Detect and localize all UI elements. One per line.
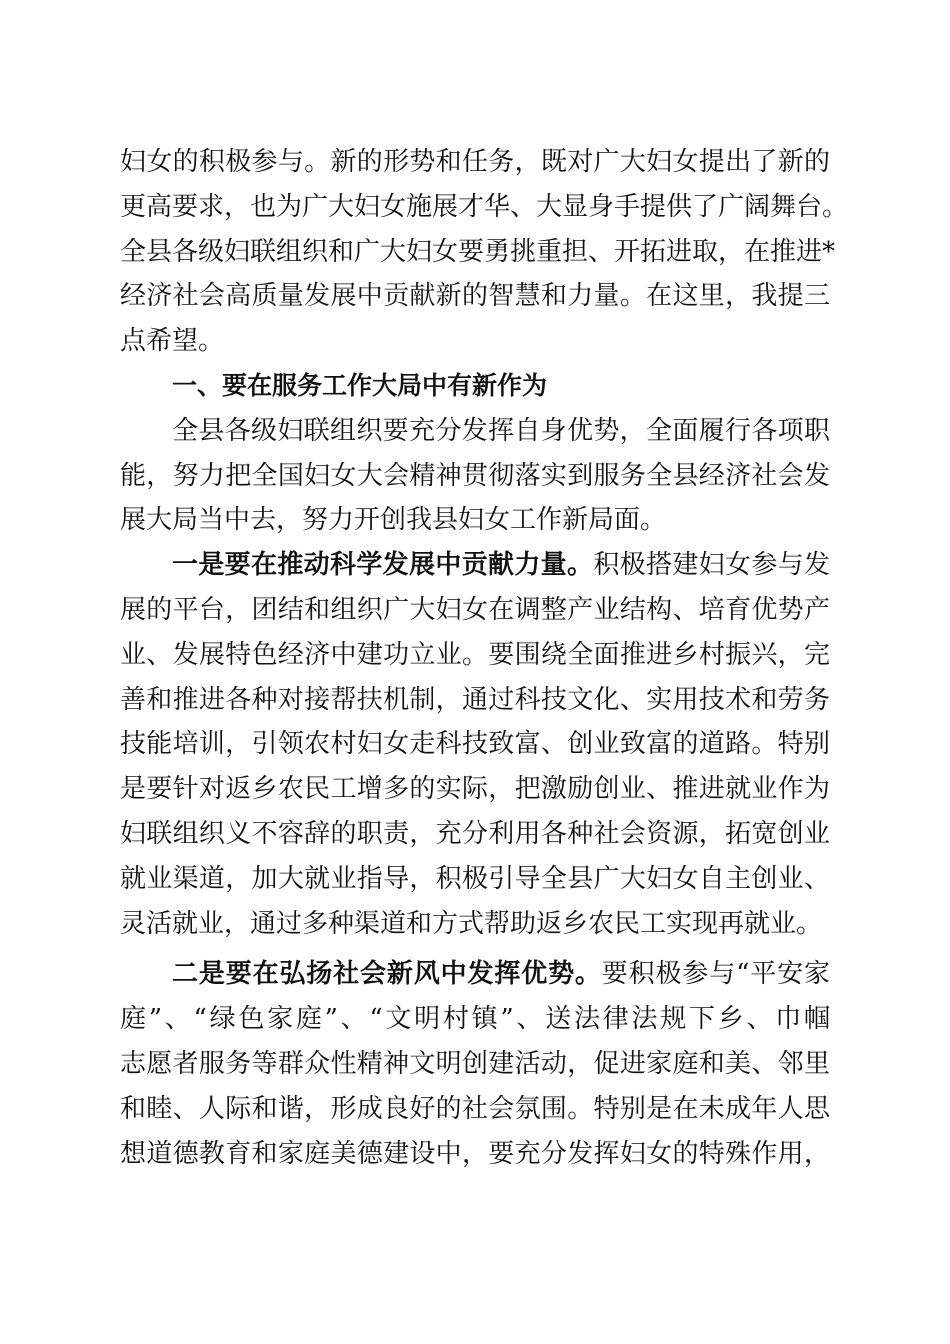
point-two-first-line-rest: 要积极参与“平安家: [601, 959, 830, 990]
point-one-first-line-rest: 积极搭建妇女参与发: [593, 550, 830, 581]
section-paragraph: [120, 409, 830, 543]
point-two-lead: 二是要在弘扬社会新风中发挥优势。: [172, 959, 602, 990]
paragraph-first-line: [120, 543, 830, 588]
section-heading: 一、要在服务工作大局中有新作为: [172, 370, 548, 400]
point-one-lead: 一是要在推动科学发展中贡献力量。: [172, 550, 594, 581]
paragraph-line: 经济社会高质量发展中贡献新的智慧和力量。在这里，我提三: [120, 281, 830, 312]
paragraph-line: 想道德教育和家庭美德建设中，要充分发挥妇女的特殊作用，: [120, 1138, 830, 1169]
paragraph-line: 能，努力把全国妇女大会精神贯彻落实到服务全县经济社会发: [120, 460, 830, 491]
paragraph-line: 就业渠道，加大就业指导，积极引导全县广大妇女自主创业、: [120, 863, 830, 894]
paragraph-line: 灵活就业，通过多种渠道和方式帮助返乡农民工实现再就业。: [120, 908, 823, 939]
paragraph-line: 更高要求，也为广大妇女施展才华、大显身手提供了广阔舞台。: [120, 191, 849, 222]
paragraph-line: 展的平台，团结和组织广大妇女在调整产业结构、培育优势产: [120, 594, 830, 625]
paragraph-line: 志愿者服务等群众性精神文明创建活动，促进家庭和美、邻里: [120, 1048, 830, 1079]
point-two-paragraph: [120, 952, 830, 1176]
paragraph-line: 妇联组织义不容辞的职责，充分利用各种社会资源，拓宽创业: [120, 818, 830, 849]
intro-paragraph: [120, 140, 849, 364]
paragraph-line: 妇女的积极参与。新的形势和任务，既对广大妇女提出了新的: [120, 147, 830, 177]
paragraph-line: 庭”、“绿色家庭”、“文明村镇”、送法律法规下乡、巾帼: [120, 1004, 830, 1035]
paragraph-line: 全县各级妇联组织要充分发挥自身优势，全面履行各项职: [172, 415, 830, 446]
paragraph-line: 技能培训，引领农村妇女走科技致富、创业致富的道路。特别: [120, 729, 830, 760]
point-one-paragraph: [120, 543, 830, 946]
paragraph-line: 善和推进各种对接帮扶机制，通过科技文化、实用技术和劳务: [120, 684, 830, 715]
paragraph-line: 全县各级妇联组织和广大妇女要勇挑重担、开拓进取，在推进*: [120, 236, 836, 267]
document-body: [120, 140, 849, 1176]
paragraph-line: 展大局当中去，努力开创我县妇女工作新局面。: [120, 505, 667, 536]
paragraph-first-line: [120, 952, 830, 997]
paragraph-line: 和睦、人际和谐，形成良好的社会氛围。特别是在未成年人思: [120, 1093, 830, 1124]
paragraph-line: 业、发展特色经济中建功立业。要围绕全面推进乡村振兴，完: [120, 639, 830, 670]
paragraph-line: 是要针对返乡农民工增多的实际，把激励创业、推进就业作为: [120, 774, 830, 805]
paragraph-line: 点希望。: [120, 326, 225, 357]
